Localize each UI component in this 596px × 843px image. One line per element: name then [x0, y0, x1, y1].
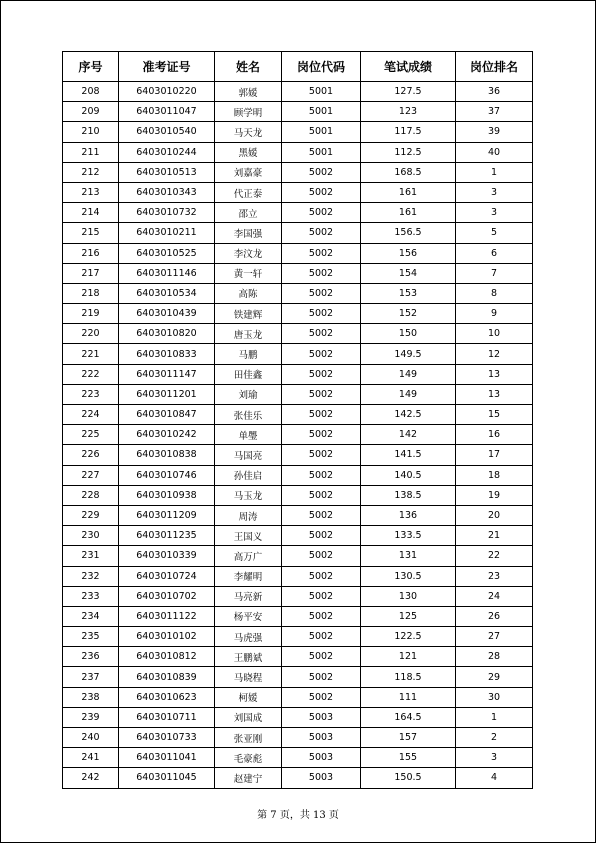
cell-written-score: 122.5 [361, 627, 456, 647]
cell-written-score: 156 [361, 243, 456, 263]
cell-written-score: 118.5 [361, 667, 456, 687]
table-row [63, 162, 533, 182]
cell-written-score: 111 [361, 687, 456, 707]
cell-name: 刘国成 [215, 707, 282, 727]
cell-written-score: 150 [361, 324, 456, 344]
cell-name: 马国亮 [215, 445, 282, 465]
cell-ticket-number: 6403011122 [119, 606, 215, 626]
cell-name: 杨平安 [215, 606, 282, 626]
cell-position-rank: 8 [456, 283, 533, 303]
cell-seq: 217 [63, 263, 119, 283]
cell-position-rank: 6 [456, 243, 533, 263]
table-row [63, 82, 533, 102]
cell-ticket-number: 6403010244 [119, 142, 215, 162]
cell-seq: 219 [63, 304, 119, 324]
cell-ticket-number: 6403010439 [119, 304, 215, 324]
table-row [63, 707, 533, 727]
table-row [63, 505, 533, 525]
cell-position-rank: 20 [456, 505, 533, 525]
cell-ticket-number: 6403010339 [119, 546, 215, 566]
cell-name: 单璺 [215, 425, 282, 445]
cell-name: 王国义 [215, 526, 282, 546]
cell-name: 代正泰 [215, 182, 282, 202]
cell-written-score: 164.5 [361, 707, 456, 727]
cell-position-code: 5002 [282, 465, 361, 485]
table-row [63, 546, 533, 566]
cell-written-score: 117.5 [361, 122, 456, 142]
cell-position-code: 5001 [282, 142, 361, 162]
cell-position-code: 5002 [282, 526, 361, 546]
table-row [63, 748, 533, 768]
cell-written-score: 127.5 [361, 82, 456, 102]
cell-written-score: 133.5 [361, 526, 456, 546]
table-row [63, 627, 533, 647]
cell-name: 马虎强 [215, 627, 282, 647]
cell-position-rank: 28 [456, 647, 533, 667]
cell-name: 黄一轩 [215, 263, 282, 283]
table-row [63, 768, 533, 788]
cell-name: 马亮新 [215, 586, 282, 606]
cell-written-score: 153 [361, 283, 456, 303]
cell-name: 高陈 [215, 283, 282, 303]
cell-name: 李汶龙 [215, 243, 282, 263]
cell-seq: 223 [63, 384, 119, 404]
cell-seq: 225 [63, 425, 119, 445]
cell-position-code: 5003 [282, 707, 361, 727]
cell-name: 张亚刚 [215, 728, 282, 748]
cell-position-code: 5002 [282, 667, 361, 687]
cell-position-rank: 1 [456, 162, 533, 182]
cell-position-rank: 19 [456, 485, 533, 505]
cell-ticket-number: 6403010534 [119, 283, 215, 303]
cell-ticket-number: 6403010746 [119, 465, 215, 485]
cell-ticket-number: 6403010732 [119, 203, 215, 223]
cell-seq: 232 [63, 566, 119, 586]
cell-position-code: 5002 [282, 263, 361, 283]
cell-written-score: 131 [361, 546, 456, 566]
cell-written-score: 130 [361, 586, 456, 606]
cell-position-rank: 30 [456, 687, 533, 707]
cell-written-score: 123 [361, 102, 456, 122]
cell-name: 田佳鑫 [215, 364, 282, 384]
cell-position-code: 5002 [282, 364, 361, 384]
cell-name: 邵立 [215, 203, 282, 223]
cell-seq: 236 [63, 647, 119, 667]
cell-written-score: 136 [361, 505, 456, 525]
header-position-rank: 岗位排名 [456, 52, 533, 82]
cell-position-rank: 22 [456, 546, 533, 566]
cell-ticket-number: 6403010220 [119, 82, 215, 102]
cell-position-rank: 12 [456, 344, 533, 364]
cell-position-rank: 36 [456, 82, 533, 102]
cell-name: 刘瑜 [215, 384, 282, 404]
cell-position-code: 5002 [282, 687, 361, 707]
table-row [63, 182, 533, 202]
cell-written-score: 130.5 [361, 566, 456, 586]
cell-position-code: 5002 [282, 344, 361, 364]
cell-ticket-number: 6403010847 [119, 405, 215, 425]
cell-position-code: 5002 [282, 162, 361, 182]
cell-position-code: 5002 [282, 586, 361, 606]
table-row [63, 445, 533, 465]
cell-seq: 229 [63, 505, 119, 525]
table-row [63, 142, 533, 162]
cell-seq: 234 [63, 606, 119, 626]
cell-ticket-number: 6403010838 [119, 445, 215, 465]
cell-name: 郭媛 [215, 82, 282, 102]
cell-name: 马天龙 [215, 122, 282, 142]
cell-ticket-number: 6403010833 [119, 344, 215, 364]
cell-position-rank: 3 [456, 203, 533, 223]
table-row [63, 122, 533, 142]
cell-name: 马玉龙 [215, 485, 282, 505]
cell-position-code: 5001 [282, 82, 361, 102]
cell-seq: 227 [63, 465, 119, 485]
cell-name: 赵建宁 [215, 768, 282, 788]
cell-position-rank: 29 [456, 667, 533, 687]
cell-ticket-number: 6403010102 [119, 627, 215, 647]
cell-written-score: 168.5 [361, 162, 456, 182]
cell-written-score: 141.5 [361, 445, 456, 465]
table-body [63, 82, 533, 789]
cell-written-score: 112.5 [361, 142, 456, 162]
cell-seq: 237 [63, 667, 119, 687]
cell-ticket-number: 6403011047 [119, 102, 215, 122]
cell-position-code: 5003 [282, 748, 361, 768]
table-row [63, 728, 533, 748]
cell-position-rank: 15 [456, 405, 533, 425]
cell-seq: 238 [63, 687, 119, 707]
cell-ticket-number: 6403010343 [119, 182, 215, 202]
cell-seq: 213 [63, 182, 119, 202]
cell-seq: 228 [63, 485, 119, 505]
cell-position-code: 5003 [282, 728, 361, 748]
cell-seq: 218 [63, 283, 119, 303]
cell-position-rank: 5 [456, 223, 533, 243]
cell-ticket-number: 6403010702 [119, 586, 215, 606]
cell-seq: 241 [63, 748, 119, 768]
cell-name: 顾学明 [215, 102, 282, 122]
cell-ticket-number: 6403010733 [119, 728, 215, 748]
table-row [63, 647, 533, 667]
cell-position-code: 5002 [282, 283, 361, 303]
cell-position-rank: 37 [456, 102, 533, 122]
cell-seq: 224 [63, 405, 119, 425]
cell-ticket-number: 6403011235 [119, 526, 215, 546]
cell-position-code: 5002 [282, 384, 361, 404]
table-row [63, 243, 533, 263]
header-written-score: 笔试成绩 [361, 52, 456, 82]
cell-position-rank: 26 [456, 606, 533, 626]
cell-position-rank: 18 [456, 465, 533, 485]
cell-name: 黑媛 [215, 142, 282, 162]
cell-ticket-number: 6403010513 [119, 162, 215, 182]
cell-written-score: 156.5 [361, 223, 456, 243]
cell-written-score: 154 [361, 263, 456, 283]
header-ticket-number: 准考证号 [119, 52, 215, 82]
table-row [63, 405, 533, 425]
cell-ticket-number: 6403010525 [119, 243, 215, 263]
cell-position-rank: 10 [456, 324, 533, 344]
table-row [63, 425, 533, 445]
cell-position-code: 5002 [282, 203, 361, 223]
cell-ticket-number: 6403010711 [119, 707, 215, 727]
cell-ticket-number: 6403011146 [119, 263, 215, 283]
cell-position-code: 5001 [282, 102, 361, 122]
cell-ticket-number: 6403011201 [119, 384, 215, 404]
cell-seq: 209 [63, 102, 119, 122]
cell-seq: 230 [63, 526, 119, 546]
cell-position-rank: 3 [456, 748, 533, 768]
cell-position-rank: 27 [456, 627, 533, 647]
cell-seq: 233 [63, 586, 119, 606]
cell-name: 张佳乐 [215, 405, 282, 425]
header-position-code: 岗位代码 [282, 52, 361, 82]
cell-written-score: 142.5 [361, 405, 456, 425]
header-seq: 序号 [63, 52, 119, 82]
cell-seq: 235 [63, 627, 119, 647]
cell-ticket-number: 6403010211 [119, 223, 215, 243]
cell-written-score: 125 [361, 606, 456, 626]
cell-ticket-number: 6403011041 [119, 748, 215, 768]
cell-position-rank: 7 [456, 263, 533, 283]
table-row [63, 526, 533, 546]
table-header-row [63, 52, 533, 82]
cell-name: 高万广 [215, 546, 282, 566]
cell-ticket-number: 6403010812 [119, 647, 215, 667]
cell-name: 李国强 [215, 223, 282, 243]
cell-written-score: 121 [361, 647, 456, 667]
header-name: 姓名 [215, 52, 282, 82]
cell-name: 柯媛 [215, 687, 282, 707]
table-row [63, 102, 533, 122]
cell-position-rank: 39 [456, 122, 533, 142]
cell-written-score: 152 [361, 304, 456, 324]
cell-seq: 210 [63, 122, 119, 142]
cell-name: 周涛 [215, 505, 282, 525]
cell-seq: 208 [63, 82, 119, 102]
cell-written-score: 149 [361, 384, 456, 404]
cell-written-score: 138.5 [361, 485, 456, 505]
cell-written-score: 157 [361, 728, 456, 748]
cell-seq: 240 [63, 728, 119, 748]
cell-ticket-number: 6403010724 [119, 566, 215, 586]
cell-written-score: 150.5 [361, 768, 456, 788]
cell-name: 刘嘉豪 [215, 162, 282, 182]
cell-position-rank: 13 [456, 364, 533, 384]
cell-seq: 221 [63, 344, 119, 364]
cell-ticket-number: 6403011209 [119, 505, 215, 525]
cell-written-score: 161 [361, 182, 456, 202]
table-row [63, 384, 533, 404]
cell-name: 唐玉龙 [215, 324, 282, 344]
cell-written-score: 149 [361, 364, 456, 384]
cell-name: 铁建辉 [215, 304, 282, 324]
cell-position-rank: 23 [456, 566, 533, 586]
cell-position-code: 5002 [282, 243, 361, 263]
cell-written-score: 155 [361, 748, 456, 768]
cell-position-rank: 4 [456, 768, 533, 788]
cell-seq: 215 [63, 223, 119, 243]
cell-ticket-number: 6403010623 [119, 687, 215, 707]
table-row [63, 364, 533, 384]
cell-name: 孙佳启 [215, 465, 282, 485]
cell-position-code: 5002 [282, 425, 361, 445]
cell-position-rank: 21 [456, 526, 533, 546]
table-row [63, 485, 533, 505]
cell-ticket-number: 6403011045 [119, 768, 215, 788]
table-row [63, 566, 533, 586]
cell-written-score: 140.5 [361, 465, 456, 485]
cell-ticket-number: 6403010938 [119, 485, 215, 505]
cell-seq: 226 [63, 445, 119, 465]
cell-position-rank: 24 [456, 586, 533, 606]
cell-position-code: 5002 [282, 223, 361, 243]
cell-position-rank: 9 [456, 304, 533, 324]
cell-ticket-number: 6403010839 [119, 667, 215, 687]
table-row [63, 344, 533, 364]
table-row [63, 667, 533, 687]
table-row [63, 304, 533, 324]
cell-position-rank: 40 [456, 142, 533, 162]
cell-position-code: 5002 [282, 546, 361, 566]
cell-position-rank: 1 [456, 707, 533, 727]
cell-ticket-number: 6403010242 [119, 425, 215, 445]
cell-seq: 231 [63, 546, 119, 566]
cell-written-score: 161 [361, 203, 456, 223]
cell-position-code: 5002 [282, 627, 361, 647]
cell-written-score: 142 [361, 425, 456, 445]
cell-seq: 222 [63, 364, 119, 384]
cell-position-rank: 2 [456, 728, 533, 748]
cell-position-code: 5002 [282, 606, 361, 626]
cell-ticket-number: 6403010540 [119, 122, 215, 142]
table-row [63, 203, 533, 223]
cell-ticket-number: 6403010820 [119, 324, 215, 344]
table-row [63, 687, 533, 707]
cell-position-code: 5002 [282, 405, 361, 425]
score-table [62, 51, 533, 789]
cell-seq: 242 [63, 768, 119, 788]
cell-position-code: 5003 [282, 768, 361, 788]
table-row [63, 223, 533, 243]
cell-position-rank: 16 [456, 425, 533, 445]
table-row [63, 606, 533, 626]
cell-name: 李耀明 [215, 566, 282, 586]
table-row [63, 586, 533, 606]
table-row [63, 263, 533, 283]
cell-name: 王鹏斌 [215, 647, 282, 667]
cell-position-code: 5002 [282, 485, 361, 505]
cell-position-code: 5002 [282, 505, 361, 525]
cell-seq: 216 [63, 243, 119, 263]
cell-seq: 212 [63, 162, 119, 182]
cell-name: 马鹏 [215, 344, 282, 364]
table-row [63, 283, 533, 303]
cell-name: 马晓程 [215, 667, 282, 687]
cell-position-code: 5002 [282, 445, 361, 465]
cell-position-rank: 13 [456, 384, 533, 404]
cell-ticket-number: 6403011147 [119, 364, 215, 384]
cell-seq: 220 [63, 324, 119, 344]
cell-seq: 239 [63, 707, 119, 727]
cell-position-code: 5002 [282, 182, 361, 202]
cell-position-rank: 3 [456, 182, 533, 202]
cell-position-code: 5002 [282, 566, 361, 586]
page-number-footer: 第 7 页，共 13 页 [257, 810, 339, 821]
cell-position-code: 5002 [282, 304, 361, 324]
table-row [63, 465, 533, 485]
cell-name: 毛豪彪 [215, 748, 282, 768]
cell-written-score: 149.5 [361, 344, 456, 364]
cell-position-code: 5001 [282, 122, 361, 142]
cell-seq: 214 [63, 203, 119, 223]
cell-seq: 211 [63, 142, 119, 162]
cell-position-rank: 17 [456, 445, 533, 465]
cell-position-code: 5002 [282, 324, 361, 344]
cell-position-code: 5002 [282, 647, 361, 667]
table-row [63, 324, 533, 344]
